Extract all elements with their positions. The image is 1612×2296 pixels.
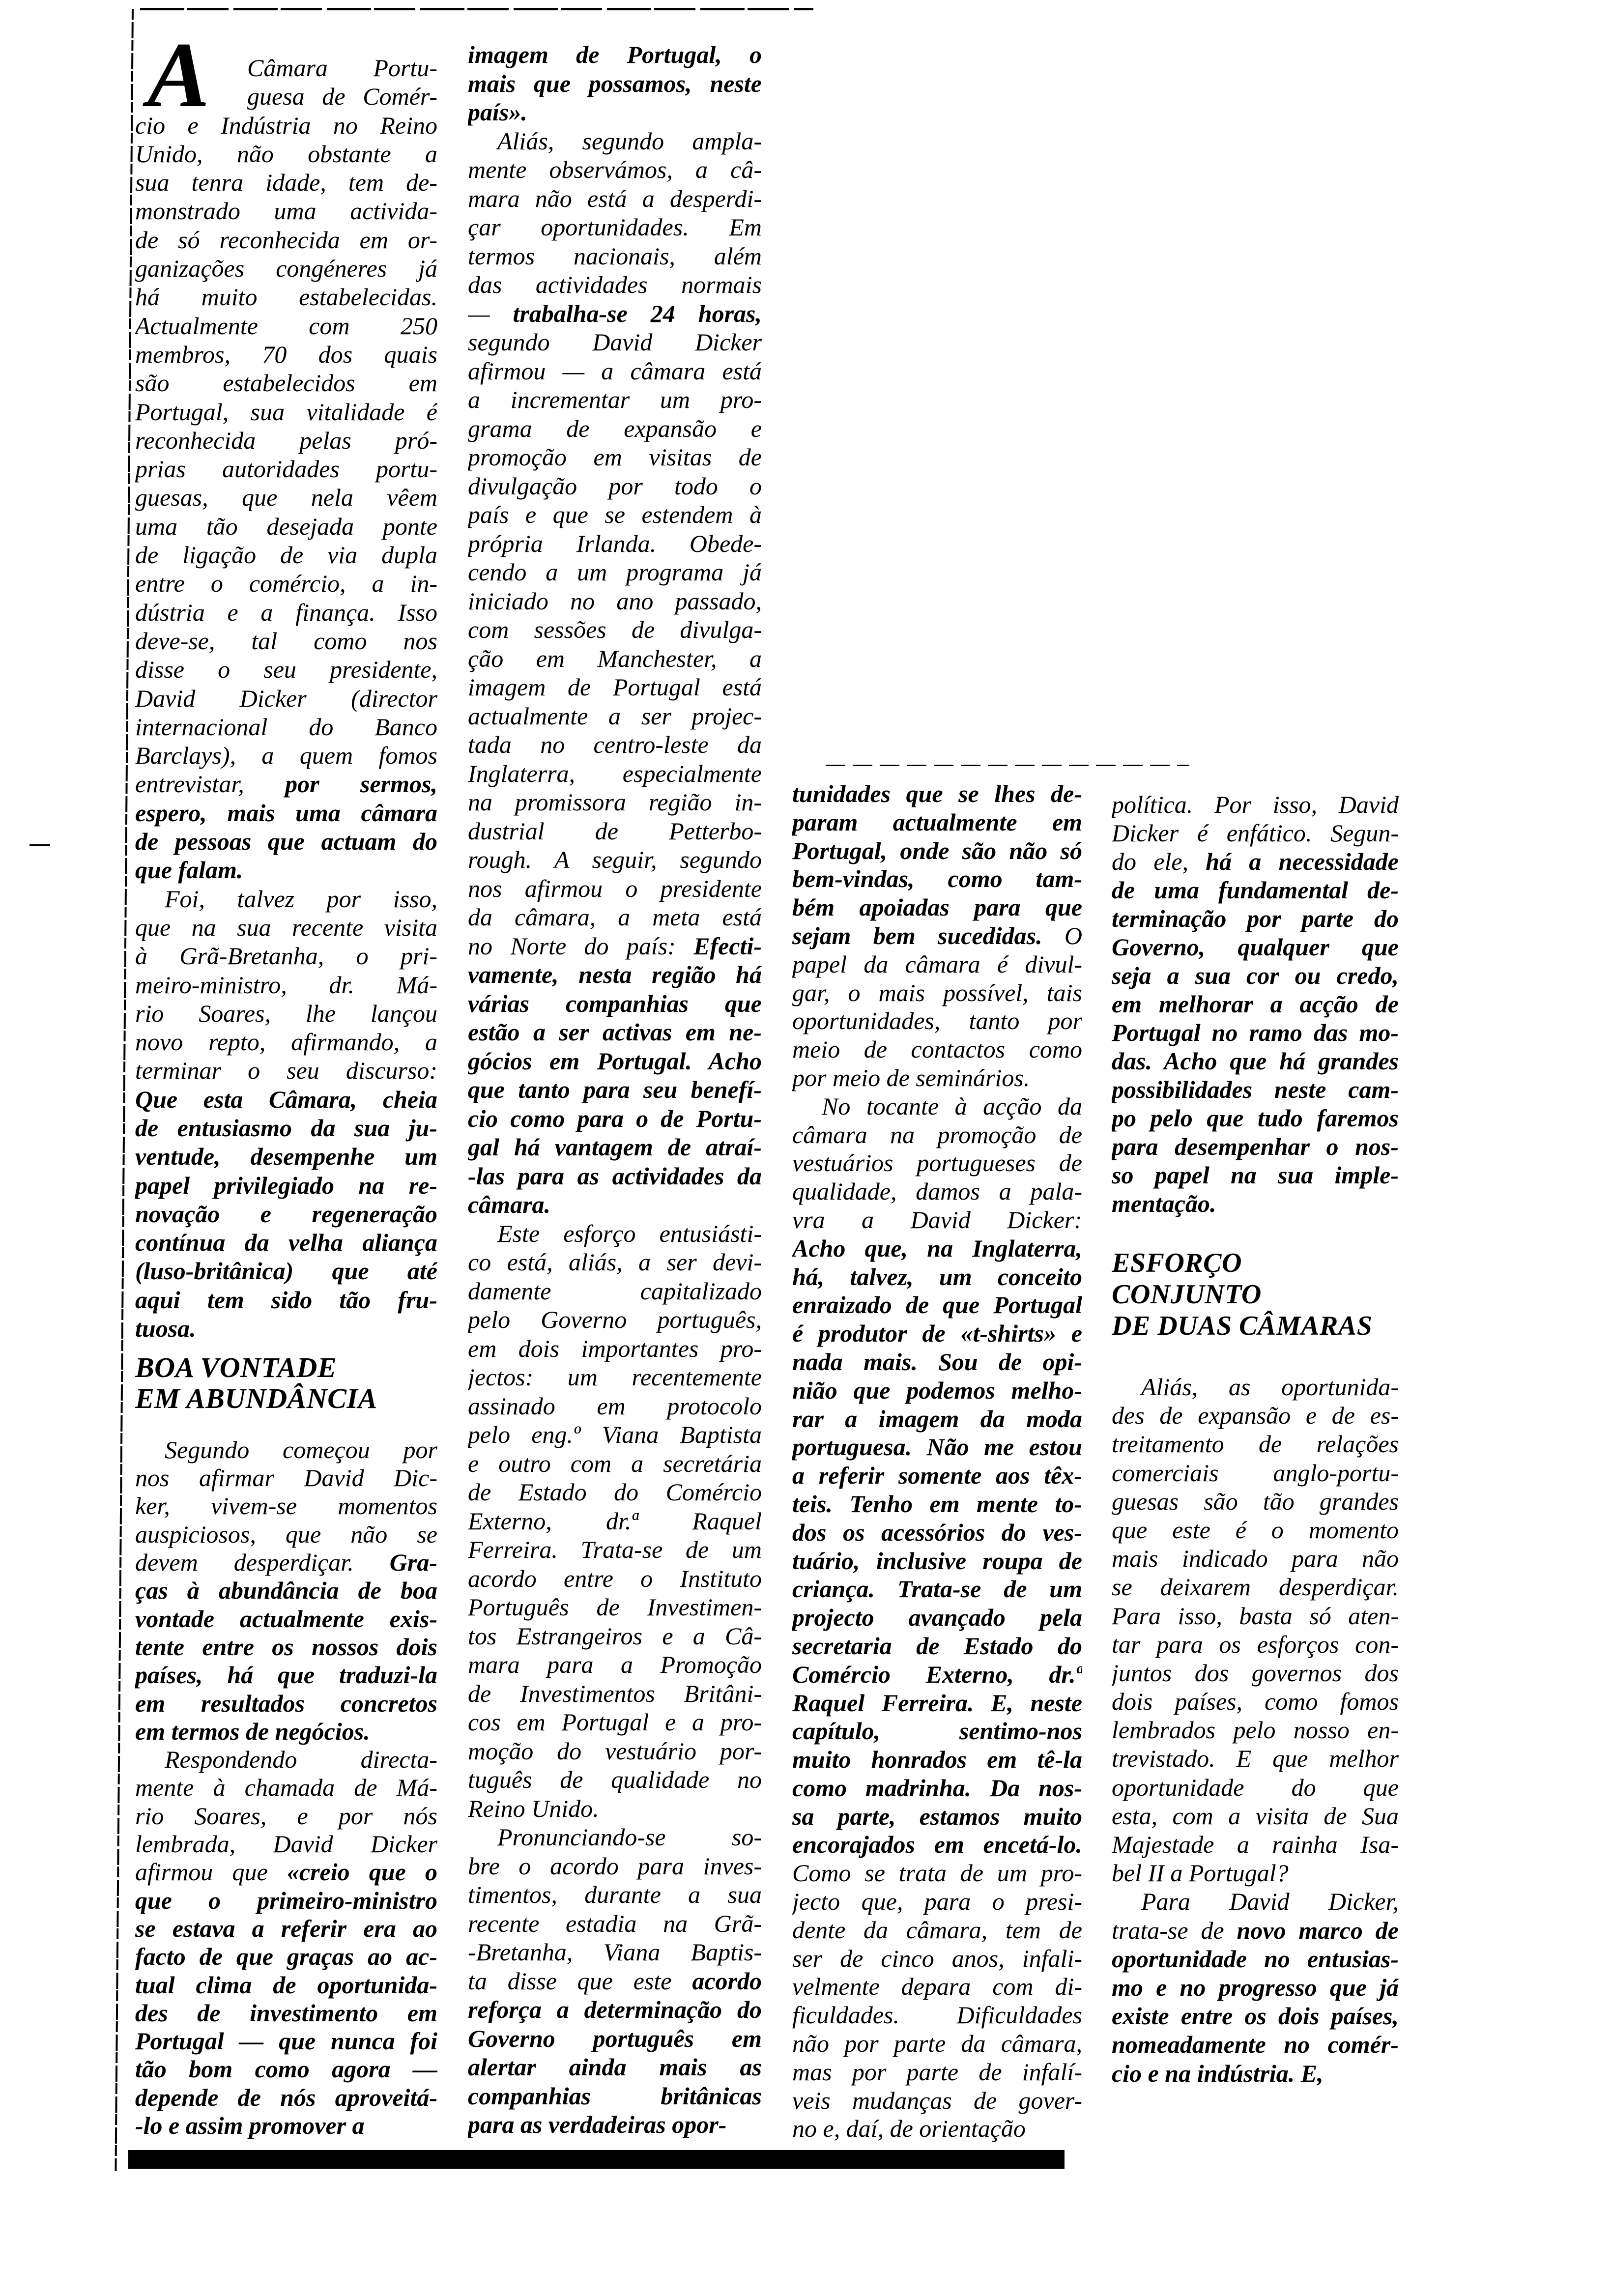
text-line: terminar o seu discurso: bbox=[135, 1057, 437, 1085]
text-line: dente da câmara, tem de bbox=[792, 1916, 1082, 1944]
text-line: de uma fundamental de- bbox=[1112, 876, 1399, 904]
text-line: imagem de Portugal, o bbox=[468, 41, 762, 68]
text-segment: no Norte do país: bbox=[468, 932, 694, 960]
text-segment: trata-se de bbox=[1112, 1916, 1237, 1944]
bottom-rule bbox=[128, 2150, 1065, 2169]
paragraph bbox=[792, 1092, 1082, 2143]
text-line: como madrinha. Da nos- bbox=[792, 1774, 1082, 1802]
text-line: nos afirmou o presidente bbox=[468, 874, 762, 902]
text-line: mentação. bbox=[1112, 1190, 1216, 1217]
text-line: Para David Dicker, bbox=[1141, 1888, 1399, 1916]
text-line: terminação por parte do bbox=[1112, 905, 1399, 932]
text-line: entre o comércio, a in- bbox=[135, 570, 437, 598]
text-line: jectos: um recentemente bbox=[468, 1363, 762, 1391]
article-column-4 bbox=[1112, 790, 1399, 2088]
text-line: não por parte da câmara, bbox=[792, 2030, 1082, 2058]
text-line: mara não está a desperdi- bbox=[468, 184, 762, 212]
text-line: moção do vestuário por- bbox=[468, 1737, 762, 1765]
text-line: tada no centro-leste da bbox=[468, 731, 762, 758]
text-line: acordo entre o Instituto bbox=[468, 1564, 762, 1592]
text-line: Este esforço entusiásti- bbox=[497, 1219, 762, 1247]
text-line: comerciais anglo-portu- bbox=[1112, 1459, 1399, 1487]
clipping-left-border bbox=[115, 9, 134, 2171]
bold-text-segment: Efecti- bbox=[693, 932, 762, 960]
text-line: tuário, inclusive roupa de bbox=[792, 1547, 1082, 1575]
paragraph bbox=[135, 1436, 437, 1746]
text-line: oportunidades, tanto por bbox=[792, 1007, 1082, 1035]
text-line: capítulo, sentimo-nos bbox=[792, 1717, 1082, 1745]
text-line: actualmente a ser projec- bbox=[468, 702, 762, 730]
text-line: na promissora região in- bbox=[468, 788, 762, 816]
text-line: nada mais. Sou de opi- bbox=[792, 1348, 1082, 1376]
text-line: depende de nós aproveitá- bbox=[135, 2083, 437, 2111]
text-line: des de investimento em bbox=[135, 1999, 437, 2027]
text-line: bém apoiadas para que bbox=[792, 893, 1082, 921]
text-line: de ligação de via dupla bbox=[135, 541, 437, 569]
text-line: alertar ainda mais as bbox=[468, 2053, 762, 2081]
text-line: param actualmente em bbox=[792, 808, 1082, 836]
text-line: rio Soares, lhe lançou bbox=[135, 999, 437, 1027]
paragraph bbox=[468, 127, 762, 1219]
article-column-3 bbox=[792, 780, 1082, 2143]
text-line: oportunidade do que bbox=[1112, 1773, 1399, 1801]
paragraph bbox=[135, 54, 437, 885]
text-line: veis mudanças de gover- bbox=[792, 2086, 1082, 2114]
text-line: de pessoas que actuam do bbox=[135, 828, 437, 856]
text-line: política. Por isso, David bbox=[1112, 791, 1399, 818]
text-line: aqui tem sido tão fru- bbox=[135, 1286, 437, 1314]
text-line: Para isso, basta só aten- bbox=[1112, 1602, 1399, 1630]
text-line bbox=[792, 922, 1082, 950]
heading-line: CONJUNTO bbox=[1112, 1279, 1262, 1310]
text-line: gar, o mais possível, tais bbox=[792, 978, 1082, 1006]
text-line: Câmara Portu- bbox=[247, 54, 437, 82]
text-line: internacional do Banco bbox=[135, 713, 437, 741]
text-line: des de expansão e de es- bbox=[1112, 1402, 1399, 1430]
heading-line: EM ABUNDÂNCIA bbox=[135, 1383, 377, 1414]
text-line: deve-se, tal como nos bbox=[135, 627, 437, 655]
text-line: companhias britânicas bbox=[468, 2082, 762, 2110]
text-line: sa parte, estamos muito bbox=[792, 1802, 1082, 1830]
text-line: gócios em Portugal. Acho bbox=[468, 1047, 762, 1075]
text-line: novação e regeneração bbox=[135, 1200, 437, 1228]
text-line: mais que possamos, neste bbox=[468, 69, 762, 97]
bold-text-segment: por sermos, bbox=[285, 770, 437, 798]
text-line: Reino Unido. bbox=[468, 1794, 599, 1822]
text-line: Segundo começou por bbox=[165, 1435, 437, 1464]
text-line: Raquel Ferreira. E, neste bbox=[792, 1689, 1082, 1717]
text-line: seja a sua cor ou credo, bbox=[1112, 962, 1399, 989]
text-line: Português de Investimen- bbox=[468, 1593, 762, 1621]
text-line: há muito estabelecidas. bbox=[135, 283, 437, 311]
text-line: auspiciosos, que não se bbox=[135, 1520, 437, 1548]
text-line: das actividades normais bbox=[468, 271, 762, 298]
text-line: muito honrados em tê-la bbox=[792, 1746, 1082, 1774]
text-segment: devem desperdiçar. bbox=[135, 1549, 390, 1577]
text-line: novo repto, afirmando, a bbox=[135, 1028, 437, 1056]
text-line: ventude, desempenhe um bbox=[135, 1143, 437, 1171]
text-line: em termos de negócios. bbox=[135, 1717, 370, 1745]
text-line: câmara na promoção de bbox=[792, 1120, 1082, 1148]
text-line: esta, com a visita de Sua bbox=[1112, 1802, 1399, 1830]
text-line: vamente, nesta região há bbox=[468, 961, 762, 988]
text-line: pelo Governo português, bbox=[468, 1306, 762, 1333]
paragraph bbox=[1112, 1887, 1399, 2087]
text-line: tunidades que se lhes de- bbox=[792, 780, 1082, 807]
text-line: gal há vantagem de atraí- bbox=[468, 1133, 762, 1161]
text-line: oportunidade no entusias- bbox=[1112, 1945, 1399, 1973]
text-line: no e, daí, de orientação bbox=[792, 2115, 1026, 2143]
text-line: de Estado do Comércio bbox=[468, 1478, 762, 1506]
text-line: termos nacionais, além bbox=[468, 242, 762, 270]
text-line: Unido, não obstante a bbox=[135, 140, 437, 168]
text-line: Como se trata de um pro- bbox=[792, 1859, 1082, 1887]
text-line: em resultados concretos bbox=[135, 1689, 437, 1717]
text-segment: O bbox=[1042, 921, 1082, 949]
text-line: treitamento de relações bbox=[1112, 1430, 1399, 1458]
text-line bbox=[468, 299, 762, 328]
text-line: lembrada, David Dicker bbox=[135, 1830, 437, 1858]
text-line: de só reconhecida em or- bbox=[135, 226, 437, 254]
text-line: cendo a um programa já bbox=[468, 558, 762, 586]
text-line: Portugal, onde são não só bbox=[792, 836, 1082, 864]
text-line: cio como para o de Portu- bbox=[468, 1104, 762, 1132]
text-line: rar a imagem da moda bbox=[792, 1405, 1082, 1433]
text-line: recente estadia na Grã- bbox=[468, 1909, 762, 1937]
text-line: cos em Portugal e a pro- bbox=[468, 1708, 762, 1736]
text-line bbox=[135, 1858, 437, 1886]
text-line: Portugal — que nunca foi bbox=[135, 2027, 437, 2055]
text-line: Governo, qualquer que bbox=[1112, 933, 1399, 961]
text-line: (luso-britânica) que até bbox=[135, 1257, 437, 1285]
text-line: trevistado. E que melhor bbox=[1112, 1745, 1399, 1773]
text-line: bem-vindas, como tam- bbox=[792, 865, 1082, 893]
text-line: Comércio Externo, dr.ª bbox=[792, 1660, 1082, 1688]
text-line: timentos, durante a sua bbox=[468, 1881, 762, 1908]
bold-text-segment: há a necessidade bbox=[1206, 848, 1399, 875]
text-line: Pronunciando-se so- bbox=[497, 1823, 762, 1851]
section-heading bbox=[1112, 1247, 1399, 1342]
text-line: ser de cinco anos, infali- bbox=[792, 1944, 1082, 1972]
text-line: -Bretanha, Viana Baptis- bbox=[468, 1938, 762, 1966]
text-line: estão a ser activas em ne- bbox=[468, 1018, 762, 1046]
text-line: por meio de seminários. bbox=[792, 1063, 1030, 1091]
paragraph bbox=[1112, 790, 1399, 1218]
text-line: mais indicado para não bbox=[1112, 1545, 1399, 1573]
text-line: Majestade a rainha Isa- bbox=[1112, 1831, 1399, 1858]
text-line: projecto avançado pela bbox=[792, 1604, 1082, 1632]
text-line bbox=[135, 1549, 437, 1577]
text-segment: afirmou que bbox=[135, 1858, 287, 1886]
text-line: é produtor de «t-shirts» e bbox=[792, 1320, 1082, 1348]
text-line: -las para as actividades da bbox=[468, 1162, 762, 1190]
text-line: Actualmente com 250 bbox=[135, 312, 437, 340]
text-line: existe entre os dois países, bbox=[1112, 2002, 1399, 2030]
text-line: -lo e assim promover a bbox=[135, 2111, 365, 2139]
paragraph bbox=[1112, 1373, 1399, 1887]
text-line: mente observámos, a câ- bbox=[468, 156, 762, 183]
text-line: própria Irlanda. Obede- bbox=[468, 529, 762, 557]
text-line: de Investimentos Britâni- bbox=[468, 1679, 762, 1707]
text-line: Governo português em bbox=[468, 2024, 762, 2052]
text-line: co está, aliás, a ser devi- bbox=[468, 1248, 762, 1276]
text-line: papel privilegiado na re- bbox=[135, 1171, 437, 1199]
heading-line: DE DUAS CÂMARAS bbox=[1112, 1311, 1373, 1341]
text-line: várias companhias que bbox=[468, 989, 762, 1017]
text-line: dos os acessórios do ves- bbox=[792, 1518, 1082, 1546]
text-line: promoção em visitas de bbox=[468, 443, 762, 471]
text-line: a referir somente aos têx- bbox=[792, 1462, 1082, 1490]
text-line: tuosa. bbox=[135, 1315, 196, 1343]
text-line: cio e na indústria. E, bbox=[1112, 2059, 1324, 2087]
text-line: em dois importantes pro- bbox=[468, 1334, 762, 1362]
text-line: segundo David Dicker bbox=[468, 328, 762, 356]
text-line: tuguês de qualidade no bbox=[468, 1766, 762, 1793]
text-line: para desempenhar o nos- bbox=[1112, 1133, 1399, 1160]
heading-line: ESFORÇO bbox=[1112, 1248, 1242, 1278]
text-line: jecto que, para o presi- bbox=[792, 1888, 1082, 1916]
text-line: teis. Tenho em mente to- bbox=[792, 1490, 1082, 1518]
text-line: Respondendo directa- bbox=[165, 1746, 437, 1774]
section-heading bbox=[135, 1352, 437, 1414]
text-line: meio de contactos como bbox=[792, 1035, 1082, 1063]
text-line: criança. Trata-se de um bbox=[792, 1575, 1082, 1603]
text-line: tual clima de oportunida- bbox=[135, 1971, 437, 1999]
text-line: guesas são tão grandes bbox=[1112, 1487, 1399, 1515]
text-line: encorajados em encetá-lo. bbox=[792, 1831, 1082, 1859]
text-line: e outro com a secretária bbox=[468, 1449, 762, 1477]
text-line: se deixarem desperdiçar. bbox=[1112, 1573, 1399, 1601]
text-line: tão bom como agora — bbox=[135, 2055, 437, 2083]
text-segment: — bbox=[468, 299, 513, 327]
paragraph bbox=[468, 1823, 762, 2139]
text-line: mara para a Promoção bbox=[468, 1651, 762, 1678]
drop-cap: A bbox=[147, 24, 210, 127]
text-line: Portugal no ramo das mo- bbox=[1112, 1019, 1399, 1046]
text-line: em melhorar a acção de bbox=[1112, 990, 1399, 1018]
text-line: facto de que graças ao ac- bbox=[135, 1943, 437, 1971]
text-line: Portugal, sua vitalidade é bbox=[135, 398, 437, 426]
text-line: vontade actualmente exis- bbox=[135, 1605, 437, 1633]
text-line bbox=[1112, 1916, 1399, 1945]
text-line: contínua da velha aliança bbox=[135, 1229, 437, 1257]
text-line: mo e no progresso que já bbox=[1112, 1973, 1399, 2001]
text-line: membros, 70 dos quais bbox=[135, 340, 437, 368]
text-line: tos Estrangeiros e a Câ- bbox=[468, 1622, 762, 1650]
text-line: país e que se estendem à bbox=[468, 501, 762, 528]
text-line: Dicker é enfático. Segun- bbox=[1112, 819, 1399, 847]
text-line: se estava a referir era ao bbox=[135, 1914, 437, 1942]
bold-text-segment: «creio que o bbox=[287, 1858, 437, 1886]
text-line: reconhecida pelas pró- bbox=[135, 426, 437, 454]
bold-text-segment: novo marco de bbox=[1237, 1916, 1399, 1944]
text-line: da câmara, a meta está bbox=[468, 903, 762, 931]
text-line: divulgação por todo o bbox=[468, 472, 762, 500]
text-line: países, há que traduzi-la bbox=[135, 1661, 437, 1689]
text-line: ficuldades. Dificuldades bbox=[792, 2001, 1082, 2029]
text-line: dústria e a finança. Isso bbox=[135, 598, 437, 626]
text-line: prias autoridades portu- bbox=[135, 455, 437, 483]
text-line: que tanto para seu benefí- bbox=[468, 1076, 762, 1103]
text-line: mas por parte de infalí- bbox=[792, 2058, 1082, 2086]
text-line: juntos dos governos dos bbox=[1112, 1659, 1399, 1687]
text-line: de entusiasmo da sua ju- bbox=[135, 1114, 437, 1142]
text-line: espero, mais uma câmara bbox=[135, 799, 437, 827]
text-line: país». bbox=[468, 98, 527, 126]
text-line: vra a David Dicker: bbox=[792, 1205, 1082, 1234]
text-line: po pelo que tudo faremos bbox=[1112, 1104, 1399, 1132]
text-line: damente capitalizado bbox=[468, 1277, 762, 1305]
text-line: nião que podemos melho- bbox=[792, 1376, 1082, 1404]
text-line: que na sua recente visita bbox=[135, 913, 437, 941]
clipping-top-border bbox=[140, 8, 813, 10]
text-line: há, talvez, um conceito bbox=[792, 1263, 1082, 1291]
text-line: iniciado no ano passado, bbox=[468, 587, 762, 615]
paragraph bbox=[792, 780, 1082, 1092]
text-line: reforça a determinação do bbox=[468, 1996, 762, 2023]
text-line: so papel na sua imple- bbox=[1112, 1161, 1399, 1189]
text-line: lembrados pelo nosso en- bbox=[1112, 1716, 1399, 1744]
text-line: assinado em protocolo bbox=[468, 1392, 762, 1420]
text-line: disse o seu presidente, bbox=[135, 656, 437, 684]
text-line: são estabelecidos em bbox=[135, 369, 437, 397]
text-line: imagem de Portugal está bbox=[468, 673, 762, 701]
text-line: afirmou — a câmara está bbox=[468, 357, 762, 385]
text-line bbox=[135, 770, 437, 798]
text-line: papel da câmara é divul- bbox=[792, 950, 1082, 978]
text-line: bre o acordo para inves- bbox=[468, 1852, 762, 1880]
text-line: çar oportunidades. Em bbox=[468, 213, 762, 241]
text-line: que este é o momento bbox=[1112, 1516, 1399, 1544]
text-line: uma tão desejada ponte bbox=[135, 512, 437, 540]
paragraph bbox=[468, 40, 762, 127]
article-column-2 bbox=[468, 40, 762, 2139]
text-line: guesas, que nela vêem bbox=[135, 484, 437, 512]
text-line: rough. A seguir, segundo bbox=[468, 846, 762, 873]
text-line: David Dicker (director bbox=[135, 684, 437, 712]
text-line: monstrado uma activida- bbox=[135, 197, 437, 225]
text-line: No tocante à acção da bbox=[822, 1092, 1082, 1120]
text-segment: entrevistar, bbox=[135, 770, 286, 798]
text-line: a incrementar um pro- bbox=[468, 386, 762, 413]
text-line: câmara. bbox=[468, 1191, 551, 1218]
text-line: Foi, talvez por isso, bbox=[165, 885, 437, 913]
bold-text-segment: Gra- bbox=[389, 1549, 437, 1577]
text-line bbox=[468, 1967, 762, 1996]
bold-text-segment: sejam bem sucedidas. bbox=[792, 921, 1042, 949]
text-line: Aliás, segundo ampla- bbox=[497, 127, 762, 155]
text-line: possibilidades neste cam- bbox=[1112, 1076, 1399, 1103]
text-line: Que esta Câmara, cheia bbox=[135, 1085, 437, 1113]
paragraph bbox=[468, 1219, 762, 1823]
text-line: com sessões de divulga- bbox=[468, 616, 762, 643]
text-line: para as verdadeiras opor- bbox=[468, 2111, 727, 2138]
bold-text-segment: acordo bbox=[692, 1967, 762, 1995]
text-line: Barclays), a quem fomos bbox=[135, 742, 437, 770]
text-line: rio Soares, e por nós bbox=[135, 1802, 437, 1830]
text-line: ker, vivem-se momentos bbox=[135, 1492, 437, 1520]
paragraph bbox=[135, 1746, 437, 2140]
text-line: Aliás, as oportunida- bbox=[1141, 1373, 1399, 1401]
text-line: sua tenra idade, tem de- bbox=[135, 169, 437, 197]
text-line: velmente depara com di- bbox=[792, 1973, 1082, 2001]
text-line: que o primeiro-ministro bbox=[135, 1886, 437, 1914]
text-line bbox=[1112, 847, 1399, 876]
text-line: Acho que, na Inglaterra, bbox=[792, 1234, 1082, 1262]
text-line: dois países, como fomos bbox=[1112, 1688, 1399, 1716]
text-segment: do ele, bbox=[1112, 848, 1206, 875]
text-line: pelo eng.º Viana Baptista bbox=[468, 1421, 762, 1448]
text-line bbox=[468, 932, 762, 961]
text-line: ção em Manchester, a bbox=[468, 644, 762, 672]
bold-text-segment: trabalha-se 24 horas, bbox=[513, 299, 762, 327]
text-line: Externo, dr.ª Raquel bbox=[468, 1507, 762, 1535]
text-line: nos afirmar David Dic- bbox=[135, 1464, 437, 1492]
text-line: enraizado de que Portugal bbox=[792, 1291, 1082, 1319]
text-line: ganizações congéneres já bbox=[135, 255, 437, 283]
text-line: meiro-ministro, dr. Má- bbox=[135, 971, 437, 999]
scan-speck bbox=[29, 844, 50, 846]
text-line: vestuários portugueses de bbox=[792, 1149, 1082, 1177]
paragraph bbox=[135, 885, 437, 1343]
text-line: tente entre os nossos dois bbox=[135, 1633, 437, 1661]
text-line: cio e Indústria no Reino bbox=[135, 111, 437, 139]
text-line: bel II a Portugal? bbox=[1112, 1859, 1289, 1887]
heading-line: BOA VONTADE bbox=[135, 1352, 337, 1383]
text-line: portuguesa. Não me estou bbox=[792, 1433, 1082, 1461]
article-column-1 bbox=[135, 54, 437, 2140]
text-line: dustrial de Petterbo- bbox=[468, 817, 762, 845]
text-line: à Grã-Bretanha, o pri- bbox=[135, 942, 437, 970]
text-line: grama de expansão e bbox=[468, 414, 762, 442]
text-line: guesa de Comér- bbox=[247, 83, 437, 111]
text-line: secretaria de Estado do bbox=[792, 1632, 1082, 1660]
text-line: qualidade, damos a pala- bbox=[792, 1177, 1082, 1205]
text-line: tar para os esforços con- bbox=[1112, 1630, 1399, 1658]
text-line: nomeadamente no comér- bbox=[1112, 2031, 1399, 2059]
text-line: mente à chamada de Má- bbox=[135, 1774, 437, 1802]
text-line: que falam. bbox=[135, 856, 243, 884]
text-line: das. Acho que há grandes bbox=[1112, 1047, 1399, 1075]
text-line: Ferreira. Trata-se de um bbox=[468, 1536, 762, 1563]
clipping-inner-border bbox=[826, 765, 1189, 766]
text-line: ças à abundância de boa bbox=[135, 1577, 437, 1605]
text-line: Inglaterra, especialmente bbox=[468, 759, 762, 787]
text-segment: ta disse que este bbox=[468, 1967, 692, 1995]
